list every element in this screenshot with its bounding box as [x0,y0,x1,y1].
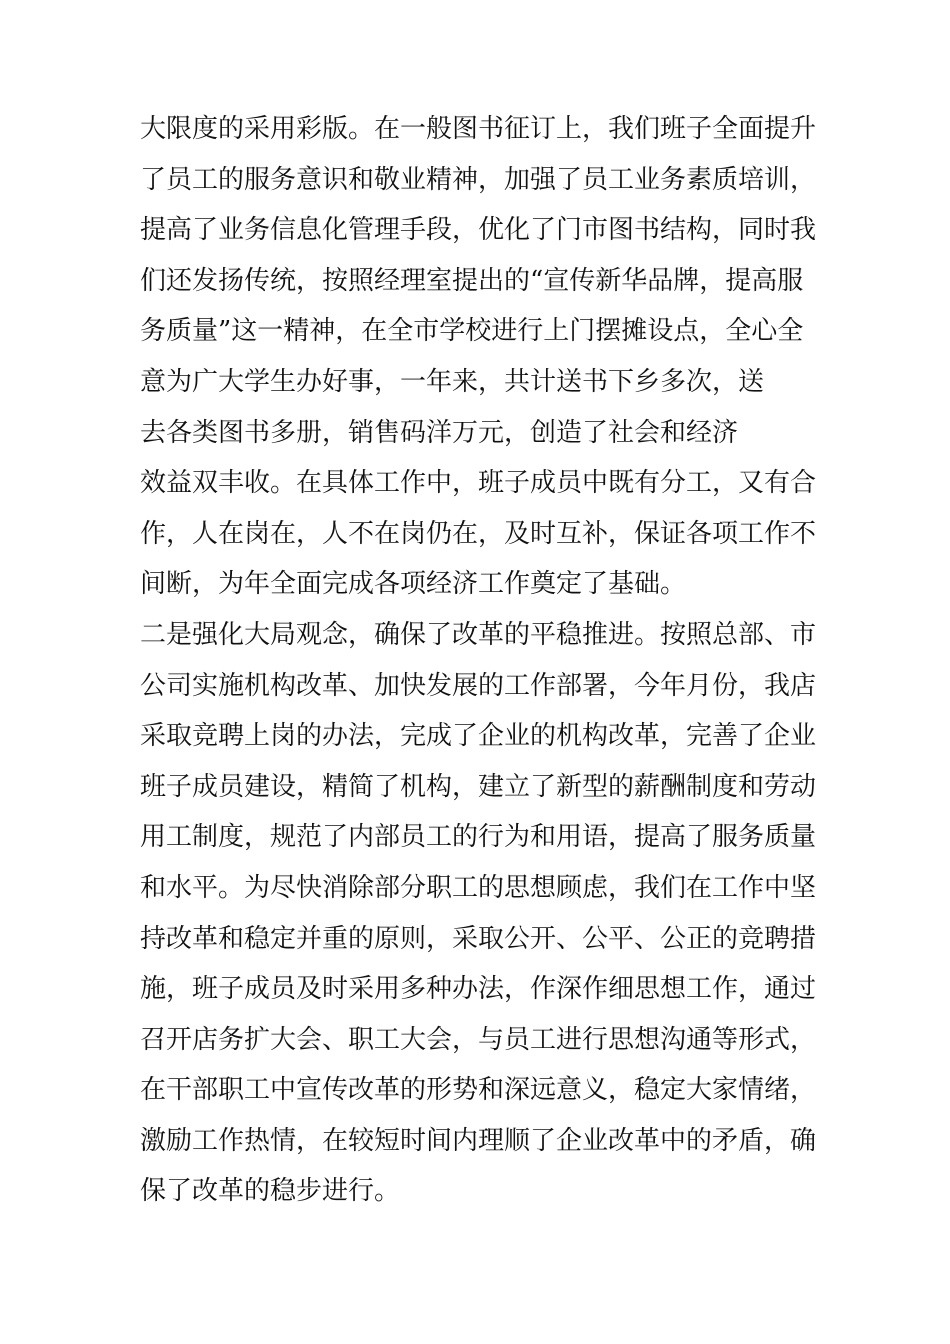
text-line: 效益双丰收。在具体工作中，班子成员中既有分工，又有合 [140,468,817,499]
text-line: 在干部职工中宣传改革的形势和深远意义，稳定大家情绪， [140,1075,817,1106]
text-line: 意为广大学生办好事，一年来，共计送书下乡多次，送 [140,366,765,397]
text-line: 班子成员建设，精简了机构，建立了新型的薪酬制度和劳动 [140,771,817,802]
text-line: 和水平。为尽快消除部分职工的思想顾虑，我们在工作中坚 [140,872,817,903]
text-line: 保了改革的稳步进行。 [140,1176,401,1207]
text-line: 大限度的采用彩版。在一般图书征订上，我们班子全面提升 [140,114,817,144]
text-line: 们还发扬传统，按照经理室提出的“宣传新华品牌，提高服 [140,265,804,296]
text-line: 用工制度，规范了内部员工的行为和用语，提高了服务质量 [140,822,817,853]
body-text [140,104,820,1217]
text-line: 公司实施机构改革、加快发展的工作部署，今年月份，我店 [140,670,817,701]
text-line: 作，人在岗在，人不在岗仍在，及时互补，保证各项工作不 [140,518,817,549]
text-line: 间断，为年全面完成各项经济工作奠定了基础。 [140,569,687,600]
text-line: 施，班子成员及时采用多种办法，作深作细思想工作，通过 [140,974,817,1005]
text-line: 二是强化大局观念，确保了改革的平稳推进。按照总部、市 [140,619,817,650]
text-line: 了员工的服务意识和敬业精神，加强了员工业务素质培训， [140,164,817,195]
text-line: 去各类图书多册，销售码洋万元，创造了社会和经济 [140,417,739,448]
text-line: 持改革和稳定并重的原则，采取公开、公平、公正的竞聘措 [140,923,817,954]
text-line: 激励工作热情，在较短时间内理顺了企业改革中的矛盾，确 [140,1125,817,1156]
text-line: 召开店务扩大会、职工大会，与员工进行思想沟通等形式， [140,1024,817,1055]
text-line: 务质量”这一精神，在全市学校进行上门摆摊设点，全心全 [140,316,804,347]
text-line: 提高了业务信息化管理手段，优化了门市图书结构，同时我 [140,215,817,246]
text-line: 采取竞聘上岗的办法，完成了企业的机构改革，完善了企业 [140,721,817,752]
